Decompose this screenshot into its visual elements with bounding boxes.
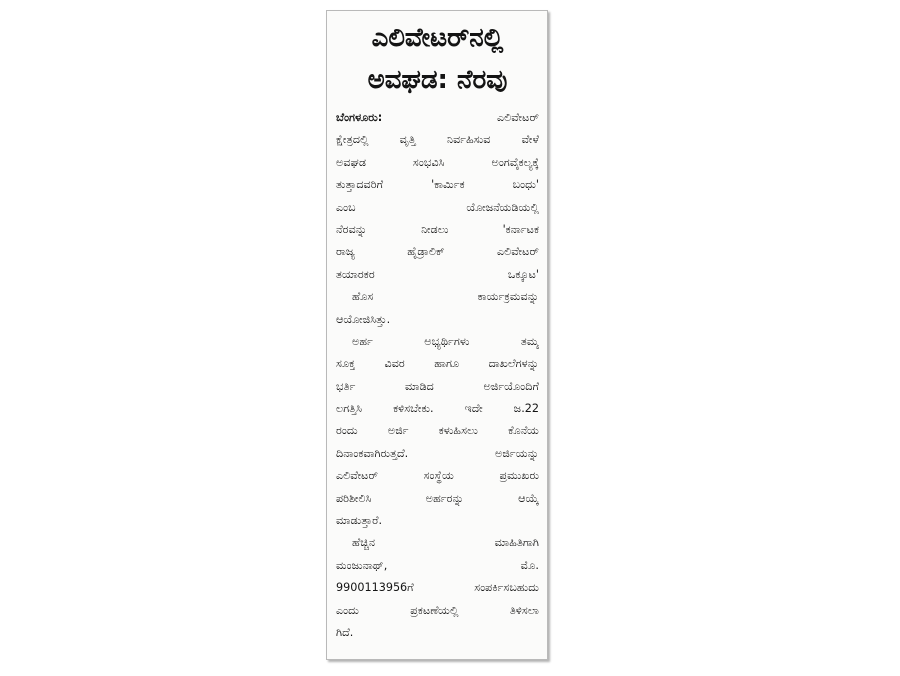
body-line-14: ಲಗತ್ತಿಸಿ ಕಳಿಸಬೇಕು. ಇದೇ ಜ.22: [336, 402, 539, 416]
body-line-16: ದಿನಾಂಕವಾಗಿರುತ್ತದೆ. ಅರ್ಜಿಯನ್ನು: [336, 446, 539, 460]
dateline: ಬೆಂಗಳೂರು:: [336, 111, 383, 124]
headline-line-2: ಅವಘಡ: ನೆರವು: [367, 65, 508, 95]
body-line-5: ಎಂಬ ಯೋಜನೆಯಡಿಯಲ್ಲಿ: [336, 200, 539, 214]
body-line-13: ಭರ್ತಿ ಮಾಡಿದ ಅರ್ಜಿಯೊಂದಿಗೆ: [336, 379, 539, 393]
body-line-20: ಹೆಚ್ಚಿನ ಮಾಹಿತಿಗಾಗಿ: [352, 536, 539, 550]
body-line-6: ನೆರವನ್ನು ನೀಡಲು 'ಕರ್ನಾಟಕ: [336, 222, 539, 236]
news-clipping: [326, 10, 548, 660]
body-line-21: ಮಂಜುನಾಥ್, ಮೊ.: [336, 558, 539, 572]
body-line-3: ಅವಘಡ ಸಂಭವಿಸಿ ಅಂಗವೈಕಲ್ಯಕ್ಕೆ: [336, 155, 539, 169]
headline-line-1: ಎಲಿವೇಟರ್‌ನಲ್ಲಿ: [371, 23, 504, 53]
body-line-7: ರಾಜ್ಯ ಹೈಡ್ರಾಲಿಕ್ ಎಲಿವೇಟರ್: [336, 245, 539, 259]
body-line-1-text: ಎಲಿವೇಟರ್: [496, 111, 539, 124]
body-line-18: ಪರಿಶೀಲಿಸಿ ಅರ್ಹರನ್ನು ಆಯ್ಕೆ: [336, 491, 539, 505]
body-line-2: ಕ್ಷೇತ್ರದಲ್ಲಿ ವೃತ್ತಿ ನಿರ್ವಹಿಸುವ ವೇಳೆ: [336, 133, 539, 147]
body-line-22: 9900113956ಗೆ ಸಂಪರ್ಕಿಸಬಹುದು: [336, 581, 539, 595]
body-line-15: ರಂದು ಅರ್ಜಿ ಕಳುಹಿಸಲು ಕೊನೆಯ: [336, 424, 539, 438]
body-line-11: ಅರ್ಹ ಅಭ್ಯರ್ಥಿಗಳು ತಮ್ಮ: [352, 334, 539, 348]
body-line-10: ಆಯೋಜಿಸಿತ್ತು.: [336, 312, 391, 326]
body-line-12: ಸೂಕ್ತ ವಿವರ ಹಾಗೂ ದಾಖಲೆಗಳನ್ನು: [336, 357, 539, 371]
body-line-9: ಹೊಸ ಕಾರ್ಯಕ್ರಮವನ್ನು: [352, 290, 539, 304]
body-line-17: ಎಲಿವೇಟರ್ ಸಂಸ್ಥೆಯ ಪ್ರಮುಖರು: [336, 469, 539, 483]
body-line-8: ತಯಾರಕರ ಒಕ್ಕೂಟ': [336, 267, 539, 281]
body-line-1: [336, 107, 539, 129]
body-line-23: ಎಂದು ಪ್ರಕಟಣೆಯಲ್ಲಿ ತಿಳಿಸಲಾ: [336, 603, 539, 617]
article-body: [336, 107, 539, 644]
body-line-19: ಮಾಡುತ್ತಾರೆ.: [336, 514, 383, 528]
body-line-24: ಗಿದೆ.: [336, 625, 354, 639]
headline: [336, 17, 539, 101]
body-line-4: ತುತ್ತಾದವರಿಗೆ 'ಕಾರ್ಮಿಕ ಬಂಧು': [336, 178, 539, 192]
